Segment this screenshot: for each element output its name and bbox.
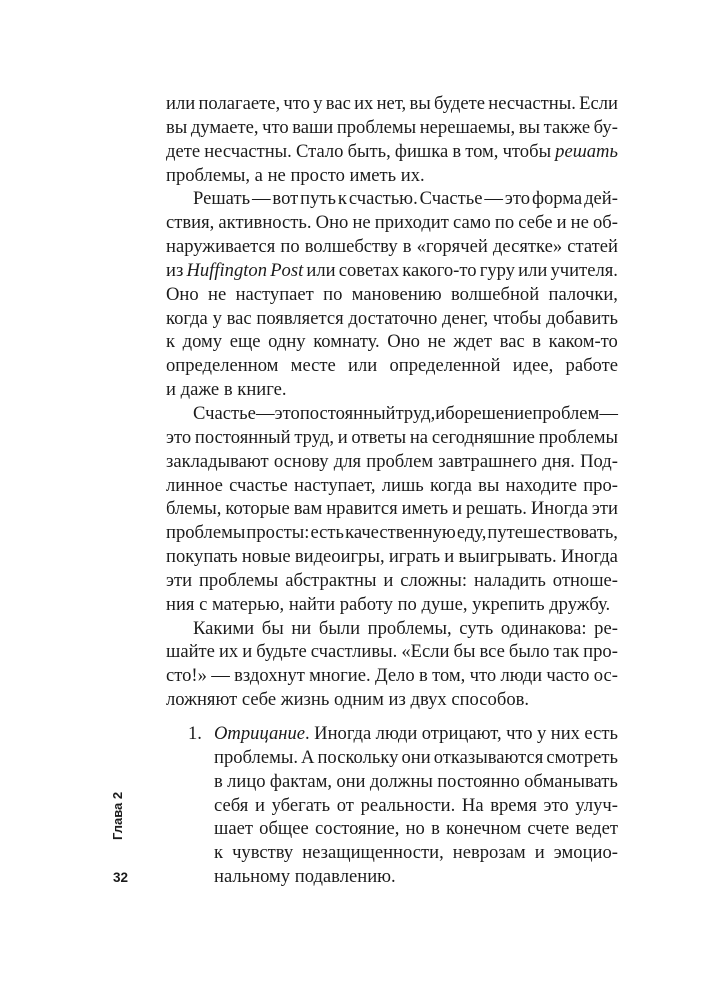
text-line: Решать — вот путь к счастью. Счастье — это форма дей- [193,188,618,210]
text-line: наруживается по волшебству в «горячей десятке» статей [166,236,618,258]
text-line: линное счастье наступает, лишь когда вы находите про- [166,474,618,496]
text-line: проблемы. А поскольку они отказываются смотреть [214,746,618,768]
text-line: проблемы просты: есть качественную еду, путешествовать, [166,522,618,544]
page-number: 32 [113,870,129,885]
text-line: Отрицание. Иногда люди отрицают, что у них есть [214,723,618,744]
text-line: в лицо фактам, они должны постоянно обманывать [214,770,618,792]
text-line: нальному подавлению. [214,866,396,888]
text-line: вы думаете, что ваши проблемы нерешаемы, вы также бу- [166,116,618,138]
text-line: это постоянный труд, и ответы на сегодняшние проблемы [166,426,618,448]
text-line: Какими бы ни были проблемы, суть одинакова: ре- [193,617,618,639]
text-line: проблемы, а не просто иметь их. [166,164,425,186]
text-line: блемы, которые вам нравится иметь и решать. Иногда эти [166,498,618,520]
text-line: определенном месте или определенной идее, работе [166,355,618,377]
text-line: шает общее состояние, но в конечном счете ведет [214,818,618,840]
text-line: закладывают основу для проблем завтрашнего дня. Под- [166,450,618,472]
text-line: и даже в книге. [166,379,287,401]
text-line: себя и убегать от реальности. На время это улуч- [214,794,618,816]
list-item-text [214,722,618,889]
text-line: эти проблемы абстрактны и сложны: наладить отноше- [166,569,618,591]
text-line: когда у вас появляется достаточно денег, чтобы добавить [166,307,618,329]
chapter-label: Глава 2 [110,791,125,840]
text-line: ния с матерью, найти работу по душе, укрепить дружбу. [166,593,611,615]
text-line: покупать новые видеоигры, играть и выигрывать. Иногда [166,546,618,568]
text-line: или полагаете, что у вас их нет, вы будете несчастны. Если [166,93,618,114]
text-line: Счастье — это постоянный труд, ибо решение проблем — [193,402,618,424]
text-line: ложняют себе жизнь одним из двух способов. [166,689,530,711]
text-line: Оно не наступает по мановению волшебной палочки, [166,283,618,305]
text-line: к чувству незащищенности, неврозам и эмоцио- [214,842,618,864]
text-line: ствия, активность. Оно не приходит само по себе и не об- [166,212,618,234]
body-text [166,92,618,712]
text-line: шайте их и будьте счастливы. «Если бы все было так про- [166,641,618,663]
text-line: к дому еще одну комнату. Оно не ждет вас в каком-то [166,331,618,353]
text-line: дете несчастны. Стало быть, фишка в том, чтобы решать [166,140,618,162]
text-line: из Huffington Post или советах какого-то гуру или учителя. [166,259,618,281]
list-number: 1. [188,723,202,744]
text-line: сто!» — вздохнут многие. Дело в том, что люди часто ос- [166,665,618,687]
